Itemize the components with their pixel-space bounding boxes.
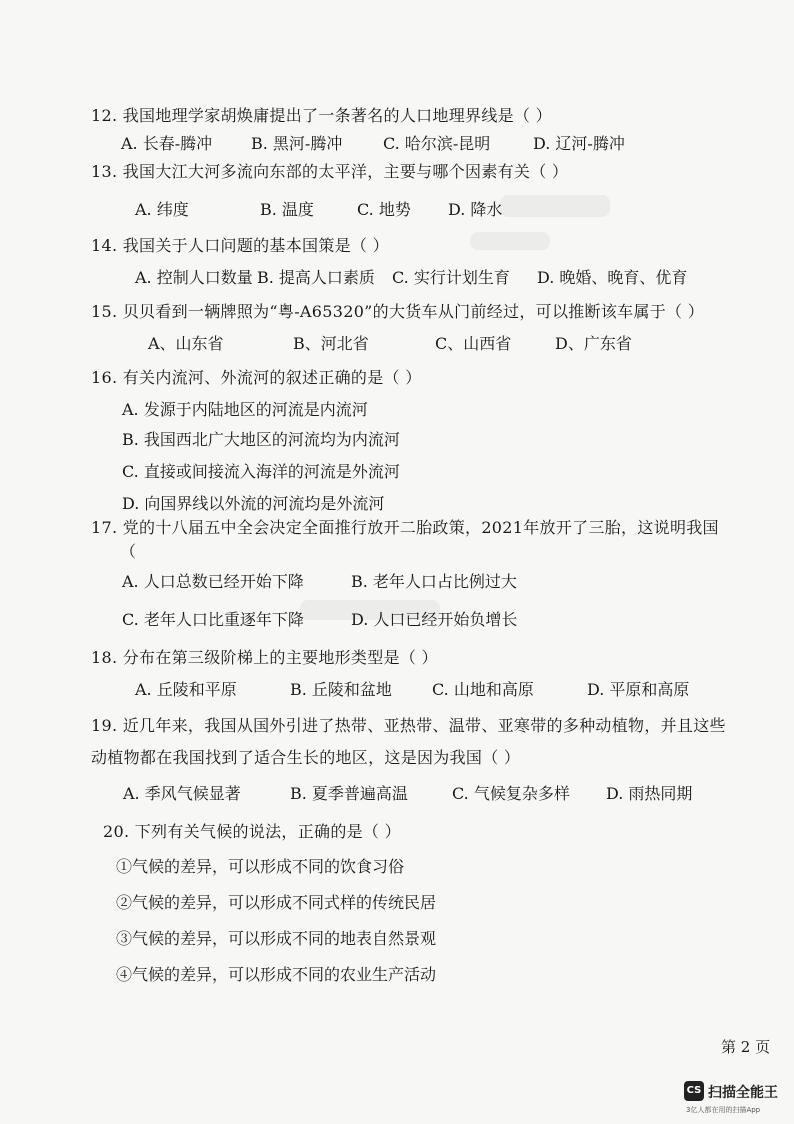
question-17-stem: 17. 党的十八届五中全会决定全面推行放开二胎政策，2021年放开了三胎，这说明我国 [91,518,719,537]
question-17-stem-continued: （ [120,542,137,561]
question-20-statement-1: ①气候的差异，可以形成不同的饮食习俗 [116,857,405,876]
question-17-option-a: A. 人口总数已经开始下降 [122,572,304,591]
question-15-option-d: D、广东省 [555,334,632,353]
question-18-stem: 18. 分布在第三级阶梯上的主要地形类型是（ ） [91,648,438,667]
question-15-option-c: C、山西省 [435,334,512,353]
question-15-option-b: B、河北省 [293,334,369,353]
question-19-option-a: A. 季风气候显著 [123,784,241,803]
question-14-option-a: A. 控制人口数量 [135,268,253,287]
question-19-option-b: B. 夏季普遍高温 [290,784,408,803]
question-13-option-b: B. 温度 [260,200,314,219]
question-13-option-a: A. 纬度 [135,200,189,219]
question-19-option-d: D. 雨热同期 [606,784,693,803]
question-13-option-c: C. 地势 [357,200,411,219]
question-12-option-b: B. 黑河-腾冲 [251,134,343,153]
question-16-stem: 16. 有关内流河、外流河的叙述正确的是（ ） [91,368,422,387]
question-19-option-c: C. 气候复杂多样 [452,784,570,803]
question-16-option-d: D. 向国界线以外流的河流均是外流河 [122,494,385,513]
question-13-option-d: D. 降水 [448,200,503,219]
question-15-stem: 15. 贝贝看到一辆牌照为“粤-A65320”的大货车从门前经过，可以推断该车属于（ ） [91,302,705,321]
question-14-option-d: D. 晚婚、晚育、优育 [537,268,688,287]
question-18-option-b: B. 丘陵和盆地 [290,680,392,699]
question-13-stem: 13. 我国大江大河多流向东部的太平洋，主要与哪个因素有关（ ） [91,162,569,181]
question-14-option-b: B. 提高人口素质 [257,268,375,287]
question-12-option-c: C. 哈尔滨-昆明 [383,134,491,153]
question-18-option-d: D. 平原和高原 [587,680,690,699]
page-number: 第 2 页 [721,1038,771,1056]
question-20-statement-2: ②气候的差异，可以形成不同式样的传统民居 [116,893,437,912]
question-12-option-a: A. 长春-腾冲 [121,134,213,153]
question-16-option-c: C. 直接或间接流入海洋的河流是外流河 [122,462,400,481]
question-17-option-b: B. 老年人口占比例过大 [351,572,517,591]
question-17-option-d: D. 人口已经开始负增长 [351,610,518,629]
question-18-option-c: C. 山地和高原 [432,680,534,699]
question-14-option-c: C. 实行计划生育 [392,268,510,287]
scanner-app-name: 扫描全能王 [708,1085,778,1101]
question-15-option-a: A、山东省 [148,334,224,353]
question-16-option-a: A. 发源于内陆地区的河流是内流河 [122,400,368,419]
question-20-statement-3: ③气候的差异，可以形成不同的地表自然景观 [116,929,437,948]
question-19-stem: 19. 近几年来，我国从国外引进了热带、亚热带、温带、亚寒带的多种动植物，并且这些 [91,716,726,735]
question-16-option-b: B. 我国西北广大地区的河流均为内流河 [122,430,400,449]
cs-logo-icon: CS [684,1081,704,1101]
scan-smudge [470,232,550,250]
question-20-stem: 20. 下列有关气候的说法，正确的是（ ） [103,822,401,841]
scan-smudge [500,195,610,217]
question-14-stem: 14. 我国关于人口问题的基本国策是（ ） [91,236,389,255]
question-12-stem: 12. 我国地理学家胡焕庸提出了一条著名的人口地理界线是（ ） [91,106,552,125]
scanner-logo [684,1081,784,1117]
question-19-stem-continued: 动植物都在我国找到了适合生长的地区，这是因为我国（ ） [91,748,521,767]
scanner-app-tagline: 3亿人都在用的扫描App [686,1106,761,1114]
question-12-option-d: D. 辽河-腾冲 [533,134,625,153]
question-20-statement-4: ④气候的差异，可以形成不同的农业生产活动 [116,965,437,984]
question-17-option-c: C. 老年人口比重逐年下降 [122,610,304,629]
question-18-option-a: A. 丘陵和平原 [135,680,237,699]
